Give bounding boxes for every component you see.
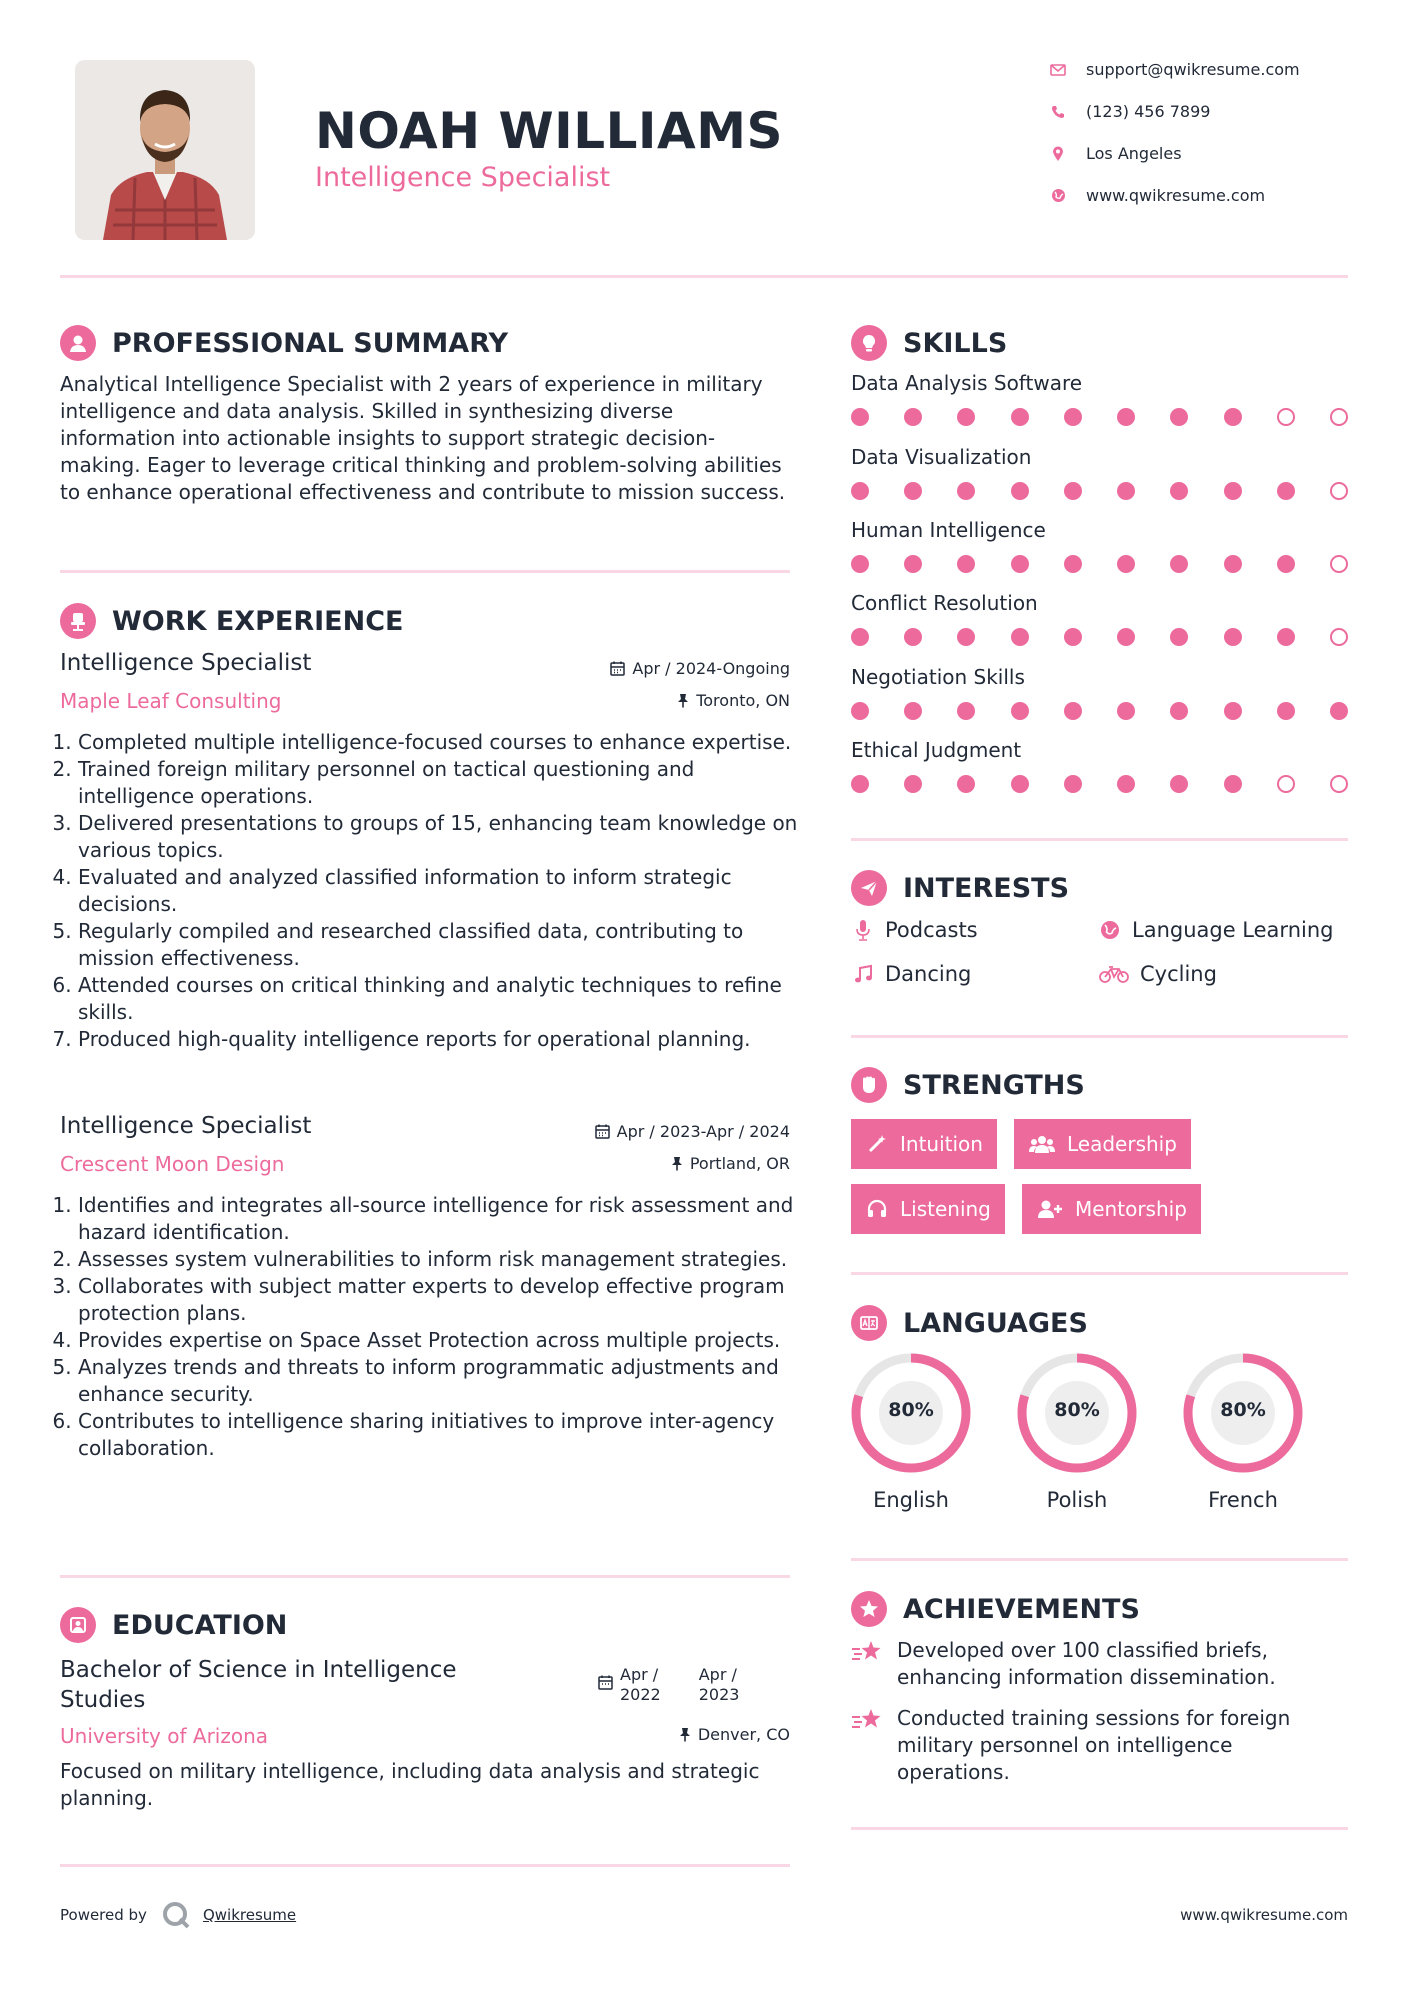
skill-dot-filled	[1224, 775, 1242, 793]
pushpin-icon	[677, 693, 689, 708]
skill-dot-empty	[1330, 628, 1348, 646]
footer-website[interactable]: www.qwikresume.com	[1180, 1906, 1348, 1924]
list-item: 6. Contributes to intelligence sharing initiatives to improve inter-agency collaboration.	[78, 1408, 800, 1462]
skill-dot-filled	[851, 702, 869, 720]
education-end-month: Apr /	[698, 1665, 737, 1684]
languages-divider	[851, 1558, 1348, 1561]
list-item: 2. Assesses system vulnerabilities to inform risk management strategies.	[78, 1246, 800, 1273]
globe-icon	[1098, 918, 1122, 942]
skill-dot-filled	[1064, 408, 1082, 426]
strength-label: Mentorship	[1075, 1197, 1187, 1221]
contact-website[interactable]	[1050, 186, 1265, 205]
skill-dot-filled	[1224, 628, 1242, 646]
skill-dot-filled	[1117, 702, 1135, 720]
interests-heading	[851, 870, 1069, 906]
skill-dot-filled	[1064, 775, 1082, 793]
language-ring	[1182, 1352, 1304, 1474]
skill-dot-filled	[1170, 628, 1188, 646]
job-2-date	[595, 1122, 790, 1141]
skill-dot-empty	[1277, 408, 1295, 426]
language-ring	[1016, 1352, 1138, 1474]
achievement-text: Developed over 100 classified briefs, enhancing information dissemination.	[897, 1638, 1276, 1689]
skill-dot-filled	[1224, 408, 1242, 426]
skill-dot-filled	[904, 775, 922, 793]
education-divider	[60, 1864, 790, 1867]
skill-dot-filled	[1330, 702, 1348, 720]
strength-label: Leadership	[1067, 1132, 1177, 1156]
profile-photo	[75, 60, 255, 240]
skill-dot-filled	[1117, 555, 1135, 573]
skill-dot-filled	[851, 482, 869, 500]
job-1-date	[610, 659, 790, 678]
contact-website-text: www.qwikresume.com	[1086, 186, 1266, 205]
skill-dot-filled	[1064, 482, 1082, 500]
list-item: 5. Analyzes trends and threats to inform programmatic adjustments and enhance security.	[78, 1354, 800, 1408]
users-icon	[1028, 1132, 1056, 1156]
interest-item	[851, 962, 971, 986]
skill-dot-filled	[1064, 555, 1082, 573]
experience-heading	[60, 603, 403, 639]
language-percent: 80%	[888, 1399, 934, 1421]
job-1-date-text: Apr / 2024-Ongoing	[632, 659, 790, 678]
strength-tag-intuition	[851, 1119, 997, 1169]
skill-dot-filled	[1224, 702, 1242, 720]
interest-label: Podcasts	[885, 918, 978, 942]
list-item: 4. Evaluated and analyzed classified information to inform strategic decisions.	[78, 864, 800, 918]
skill-rating	[851, 481, 1348, 501]
list-item: 4. Provides expertise on Space Asset Protection across multiple projects.	[78, 1327, 800, 1354]
degree-line-1: Bachelor of Science in Intelligence	[60, 1657, 457, 1683]
language-name: Polish	[1046, 1488, 1108, 1512]
contact-location	[1050, 144, 1182, 163]
degree-title	[60, 1655, 457, 1715]
summary-heading-text: PROFESSIONAL SUMMARY	[112, 327, 509, 359]
education-date	[598, 1665, 739, 1705]
skill-dot-filled	[1277, 482, 1295, 500]
globe-icon	[1050, 188, 1066, 204]
language-percent: 80%	[1054, 1399, 1100, 1421]
interests-heading-text: INTERESTS	[903, 872, 1070, 904]
interests-divider	[851, 1035, 1348, 1038]
skill-dot-filled	[957, 775, 975, 793]
school-name: University of Arizona	[60, 1724, 269, 1748]
achievement-text: Conducted training sessions for foreign military personnel on intelligence operations.	[897, 1706, 1291, 1784]
job-2-company: Crescent Moon Design	[60, 1152, 285, 1176]
job-2-title: Intelligence Specialist	[60, 1113, 312, 1139]
achievements-heading-text: ACHIEVEMENTS	[903, 1593, 1140, 1625]
skill-name: Conflict Resolution	[851, 591, 1038, 615]
language-name: French	[1208, 1488, 1278, 1512]
skill-dot-filled	[1011, 628, 1029, 646]
powered-by-text: Powered by	[60, 1906, 147, 1924]
languages-heading	[851, 1305, 1088, 1341]
chair-icon	[60, 603, 96, 639]
calendar-icon	[610, 661, 625, 676]
envelope-icon	[1050, 62, 1066, 78]
job-2-location-text: Portland, OR	[689, 1154, 790, 1173]
job-1-title: Intelligence Specialist	[60, 650, 312, 676]
brand-link[interactable]: Qwikresume	[202, 1906, 297, 1924]
strengths-heading	[851, 1067, 1085, 1103]
music-note-icon	[851, 962, 875, 986]
shooting-star-icon	[851, 1707, 885, 1786]
interest-label: Language Learning	[1132, 918, 1334, 942]
contact-phone-text: (123) 456 7899	[1086, 102, 1211, 121]
skill-name: Data Analysis Software	[851, 371, 1083, 395]
skills-heading-text: SKILLS	[903, 327, 1008, 359]
pushpin-icon	[671, 1156, 683, 1171]
phone-icon	[1050, 104, 1066, 120]
education-start-year: 2022	[620, 1685, 661, 1704]
skill-dot-filled	[1170, 702, 1188, 720]
strength-tag-mentorship	[1022, 1184, 1201, 1234]
skill-name: Data Visualization	[851, 445, 1032, 469]
list-item: 6. Attended courses on critical thinking and analytic techniques to refine skills.	[78, 972, 800, 1026]
list-item: 3. Delivered presentations to groups of 15, enhancing team knowledge on various topics.	[78, 810, 800, 864]
skill-dot-filled	[1170, 775, 1188, 793]
skill-dot-filled	[904, 555, 922, 573]
list-item: 7. Produced high-quality intelligence reports for operational planning.	[78, 1026, 800, 1053]
skill-dot-filled	[957, 702, 975, 720]
strengths-divider	[851, 1272, 1348, 1275]
calendar-icon	[598, 1675, 613, 1690]
skill-dot-filled	[1117, 408, 1135, 426]
language-name: English	[873, 1488, 949, 1512]
skill-dot-filled	[1170, 408, 1188, 426]
paper-plane-icon	[851, 870, 887, 906]
skill-dot-filled	[1011, 408, 1029, 426]
skill-dot-filled	[851, 628, 869, 646]
languages-heading-text: LANGUAGES	[903, 1307, 1088, 1339]
skill-dot-filled	[1011, 482, 1029, 500]
job-1-location-text: Toronto, ON	[696, 691, 790, 710]
skill-rating	[851, 701, 1348, 721]
skill-dot-filled	[1064, 702, 1082, 720]
strength-label: Listening	[900, 1197, 991, 1221]
skill-dot-filled	[1064, 628, 1082, 646]
user-icon	[60, 325, 96, 361]
user-plus-icon	[1036, 1197, 1064, 1221]
language-icon	[851, 1305, 887, 1341]
skill-dot-filled	[904, 482, 922, 500]
skill-rating	[851, 554, 1348, 574]
job-2-date-text: Apr / 2023-Apr / 2024	[616, 1122, 790, 1141]
list-item: 3. Collaborates with subject matter experts to develop effective program protection plans.	[78, 1273, 800, 1327]
interest-label: Dancing	[885, 962, 972, 986]
star-badge-icon	[851, 1591, 887, 1627]
language-percent: 80%	[1220, 1399, 1266, 1421]
list-item: 1. Completed multiple intelligence-focused courses to enhance expertise.	[78, 729, 800, 756]
skill-name: Human Intelligence	[851, 518, 1046, 542]
summary-text: Analytical Intelligence Specialist with 2 years of experience in military intelligence and data analysis. Skilled in synthesizing diverse information into actionable insights to support strategic decision-making. Eager to leverage critical thinking and problem-solving abilities to enhance operational effectiveness and contribute to mission success.	[60, 372, 786, 504]
skill-rating	[851, 627, 1348, 647]
candidate-title: Intelligence Specialist	[315, 162, 611, 193]
skill-dot-filled	[1011, 555, 1029, 573]
skill-dot-filled	[1011, 702, 1029, 720]
header-divider	[60, 275, 1348, 278]
skill-dot-empty	[1330, 408, 1348, 426]
contact-location-text: Los Angeles	[1086, 144, 1182, 163]
strengths-heading-text: STRENGTHS	[903, 1069, 1085, 1101]
skill-dot-filled	[851, 775, 869, 793]
skill-dot-filled	[1224, 555, 1242, 573]
skill-dot-filled	[1117, 775, 1135, 793]
interest-label: Cycling	[1140, 962, 1217, 986]
skill-dot-filled	[1011, 775, 1029, 793]
experience-divider	[60, 1575, 790, 1578]
headphones-icon	[865, 1197, 889, 1221]
skill-dot-filled	[957, 628, 975, 646]
achievements-heading	[851, 1591, 1140, 1627]
graduation-icon	[60, 1607, 96, 1643]
skill-dot-filled	[957, 408, 975, 426]
lightbulb-icon	[851, 325, 887, 361]
qwikresume-logo-icon	[161, 1900, 191, 1930]
education-heading-text: EDUCATION	[112, 1609, 288, 1641]
skill-dot-empty	[1330, 482, 1348, 500]
skill-dot-filled	[851, 555, 869, 573]
list-item: 2. Trained foreign military personnel on tactical questioning and intelligence operations.	[78, 756, 800, 810]
education-end-year: 2023	[698, 1685, 740, 1704]
skill-dot-filled	[1170, 555, 1188, 573]
skill-dot-filled	[904, 408, 922, 426]
achievement-item	[851, 1705, 1331, 1786]
skill-dot-empty	[1330, 775, 1348, 793]
education-heading	[60, 1607, 287, 1643]
skill-dot-filled	[1117, 628, 1135, 646]
achievement-item	[851, 1637, 1331, 1691]
skills-heading	[851, 325, 1007, 361]
job-1-company: Maple Leaf Consulting	[60, 689, 282, 713]
strength-tag-listening	[851, 1184, 1005, 1234]
candidate-name: NOAH WILLIAMS	[315, 102, 783, 160]
skill-name: Negotiation Skills	[851, 665, 1025, 689]
strength-tag-leadership	[1014, 1119, 1191, 1169]
skill-dot-filled	[904, 702, 922, 720]
contact-email-text: support@qwikresume.com	[1086, 60, 1300, 79]
education-location	[679, 1725, 790, 1744]
pushpin-icon	[679, 1727, 691, 1742]
skill-dot-filled	[957, 555, 975, 573]
education-location-text: Denver, CO	[697, 1725, 790, 1744]
job-1-bullets	[60, 729, 800, 1053]
skills-divider	[851, 838, 1348, 841]
experience-heading-text: WORK EXPERIENCE	[112, 605, 404, 637]
education-start-month: Apr /	[620, 1665, 659, 1684]
interest-item	[1098, 918, 1333, 942]
contact-email[interactable]	[1050, 60, 1300, 79]
interest-item	[851, 918, 978, 942]
footer-powered-by	[60, 1900, 296, 1930]
skill-dot-empty	[1330, 555, 1348, 573]
degree-line-2: Studies	[60, 1687, 146, 1713]
microphone-icon	[851, 918, 875, 942]
skill-dot-filled	[957, 482, 975, 500]
skill-dot-filled	[904, 628, 922, 646]
skill-dot-filled	[1170, 482, 1188, 500]
skill-rating	[851, 774, 1348, 794]
list-item: 5. Regularly compiled and researched classified data, contributing to mission effectiveness.	[78, 918, 800, 972]
magic-wand-icon	[865, 1132, 889, 1156]
job-2-location	[671, 1154, 790, 1173]
skill-rating	[851, 407, 1348, 427]
skill-dot-filled	[851, 408, 869, 426]
map-pin-icon	[1050, 146, 1066, 162]
strength-label: Intuition	[900, 1132, 983, 1156]
language-ring	[850, 1352, 972, 1474]
list-item: 1. Identifies and integrates all-source intelligence for risk assessment and hazard identification.	[78, 1192, 800, 1246]
skill-dot-filled	[1224, 482, 1242, 500]
interest-item	[1098, 962, 1217, 986]
skill-dot-filled	[1277, 628, 1295, 646]
skill-dot-filled	[1277, 702, 1295, 720]
job-1-location	[677, 691, 790, 710]
shooting-star-icon	[851, 1639, 885, 1691]
summary-heading	[60, 325, 508, 361]
skill-dot-empty	[1277, 775, 1295, 793]
job-2-bullets	[60, 1192, 800, 1462]
summary-divider	[60, 570, 790, 573]
calendar-icon	[595, 1124, 610, 1139]
fist-icon	[851, 1067, 887, 1103]
skill-dot-filled	[1277, 555, 1295, 573]
achievements-divider	[851, 1827, 1348, 1830]
education-description: Focused on military intelligence, including data analysis and strategic planning.	[60, 1759, 760, 1810]
contact-phone[interactable]	[1050, 102, 1210, 121]
skill-name: Ethical Judgment	[851, 738, 1022, 762]
skill-dot-filled	[1117, 482, 1135, 500]
bicycle-icon	[1098, 962, 1130, 986]
